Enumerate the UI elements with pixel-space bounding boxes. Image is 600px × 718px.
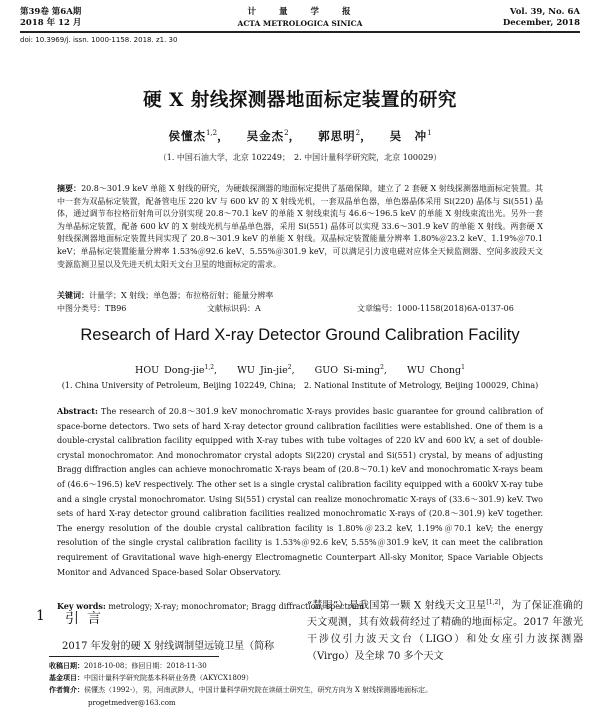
abstract-cn-label: 摘要：	[57, 183, 82, 193]
author-cn-1: 侯懂杰$^{1,2}$	[168, 129, 218, 143]
section-title: 引言	[65, 611, 109, 627]
abstract-cn	[57, 182, 543, 271]
doi: doi: 10.3969/j. issn. 1000-1158. 2018. z1. 30	[20, 36, 178, 44]
author-cn-2: 吴金杰$^2$	[246, 129, 289, 143]
keywords-en-text: metrology; X-ray; monochromator; Bragg diffraction; spectrum	[108, 602, 365, 611]
body-right-column: “慧眼”）是我国第一颗 X 射线天文卫星[1,2]，为了保证准确的天文观测，其有效载荷经过了精确的地面标定。2017 年激光干涉仪引力波天文台（LIGO）和处女座引力波探测器（Virgo）及全球 70 多个天文	[307, 599, 583, 663]
affiliation-en: (1. China University of Petroleum, Beijing 102249, China; 2. National Institute of Metrology, Beijing 100029, China)	[61, 381, 539, 390]
keywords-cn-label: 关键词：	[57, 290, 89, 300]
keywords-cn-text: 计量学；X 射线；单色器；布拉格衍射；能量分辨率	[89, 291, 274, 300]
body-left-column: 2017 年发射的硬 X 射线调制望远镜卫星（简称	[62, 641, 275, 652]
header-journal-cn: 计 量 学 报	[247, 7, 353, 17]
author-en-1: HOU Dong-jie$^{1,2}$	[135, 364, 215, 377]
header-volume-cn: 第39卷 第6A期	[20, 7, 82, 17]
abstract-en	[57, 404, 543, 580]
footnote-received: 收稿日期：2018-10-08；修回日期：2018-11-30	[49, 661, 207, 670]
citation-ref: [1,2]	[486, 599, 501, 606]
author-en-4: WU Chong$^1$	[407, 364, 465, 377]
header-journal-en: ACTA METROLOGICA SINICA	[237, 19, 363, 28]
abstract-cn-text: 20.8～301.9 keV 单能 X 射线的研究，为硬载探测器的地面标定提供了基础保障，建立了 2 套硬 X 射线探测器地面标定装置。其中一套为双晶标定装置，配备管电压 220 kV 与 600 kV 的 X 射线光机，一套双晶单色器，单色器晶体采用 Si(220) 晶体与 Si(551) 晶体，通过调节布拉格衍射角可以分别实现 20.8～70.1 keV 的单能 X 射线束流与 46.6～196.5 keV 的单能 X 射线束流出光。另外一套为单晶标定装置，配备 600 kV 的 X 射线光机与单晶单色器，采用 Si(551) 晶体可以实现 33.6～301.9 keV 的单能 X 射线。两套硬 X 射线探测器地面标定装置共同实现了 20.8～301.9 keV 的单能 X 射线。双晶标定装置能量分辨率 1.80%＠23.2 keV、1.19%＠70.1 keV；单晶标定装置能量分辨率 1.53%＠92.6 keV、5.55%＠301.9 keV，可以满足引力波电磁对应体全天候监测器、空间多波段天文变源监测卫星以及先进天机太阳天文台卫星的地面标定的需求。	[57, 184, 543, 269]
header-date-cn: 2018 年 12 月	[20, 18, 82, 28]
author-en-3: GUO Si-ming$^2$	[314, 364, 384, 377]
doc-code: 文献标识码：A	[207, 304, 261, 313]
article-number: 文章编号：1000-1158(2018)6A-0137-06	[357, 304, 514, 313]
affiliation-cn: （1. 中国石油大学，北京 102249； 2. 中国计量科学研究院，北京 100029）	[158, 153, 442, 162]
authors-en: HOU Dong-jie$^{1,2}$, WU Jin-jie$^2$, GUO Si-ming$^2$, WU Chong$^1$	[135, 364, 465, 377]
author-en-2: WU Jin-jie$^2$	[237, 364, 292, 377]
authors-cn: 侯懂杰$^{1,2}$， 吴金杰$^2$， 郭思明$^2$， 吴 冲$^1$	[168, 129, 432, 143]
footnote-funding: 基金项目：中国计量科学研究院基本科研业务费（AKYCX1809）	[49, 673, 253, 682]
keywords-cn	[57, 289, 543, 303]
header-volume-en: Vol. 39, No. 6A	[509, 7, 580, 17]
abstract-en-label: Abstract:	[57, 406, 98, 416]
author-cn-4: 吴 冲$^1$	[389, 129, 432, 143]
header-date-en: December, 2018	[502, 18, 580, 28]
keywords-en-label: Key words:	[57, 601, 106, 611]
title-en: Research of Hard X-ray Detector Ground Calibration Facility	[80, 326, 520, 344]
author-cn-3: 郭思明$^2$	[318, 129, 361, 143]
title-cn: 硬 X 射线探测器地面标定装置的研究	[143, 90, 457, 111]
footnote-author-bio: 作者简介：侯懂杰（1992-），男，河南武陟人，中国计量科学研究院在读硕士研究生，研究方向为 X 射线探测器地面标定。	[49, 685, 433, 694]
footnote-email: progetmedver@163.com	[88, 699, 176, 707]
footnote-rule	[49, 656, 219, 657]
abstract-en-text: The research of 20.8～301.9 keV monochromatic X-rays provides basic guarantee for ground calibration of space-borne detectors. Two sets of hard X-ray detector ground calibration facilities were established. One of them is a double-crystal calibration facility equipped with X-ray tubes with tube voltages of 220 kV and 600 kV, a set of double-crystal monochromator. And monochromator crystal adopts Si(220) crystal and Si(551) crystal, by means of adjusting Bragg diffraction angles can achieve monochromatic X-rays beam of (20.8～70.1) keV and monochromatic X-rays beam of (46.6～196.5) keV respectively. The other set is a single crystal calibration facility equipped with a 600kV X-ray tube and a single crystal monochromator. Using Si(551) crystal can realize monochromatic X-rays of (33.6～301.9) keV. Two sets of hard X-ray detector ground calibration facilities realized monochromatic X-rays of (20.8～301.9) keV together. The energy resolution of the double crystal calibration facility is 1.80%＠23.2 keV, 1.19%＠70.1 keV; the energy resolution of the single crystal calibration facility is 1.53%＠92.6 keV, 5.55%＠301.9 keV, it can meet the calibration requirement of Gravitational wave high-energy Electromagnetic Counterpart All-sky Monitor, Space Variable Objects Monitor and Advanced Space-based Solar Observatory.	[57, 407, 543, 577]
header-rule	[20, 31, 580, 33]
section-number: 1	[36, 608, 45, 624]
clc-number: 中图分类号：TB96	[57, 304, 127, 313]
